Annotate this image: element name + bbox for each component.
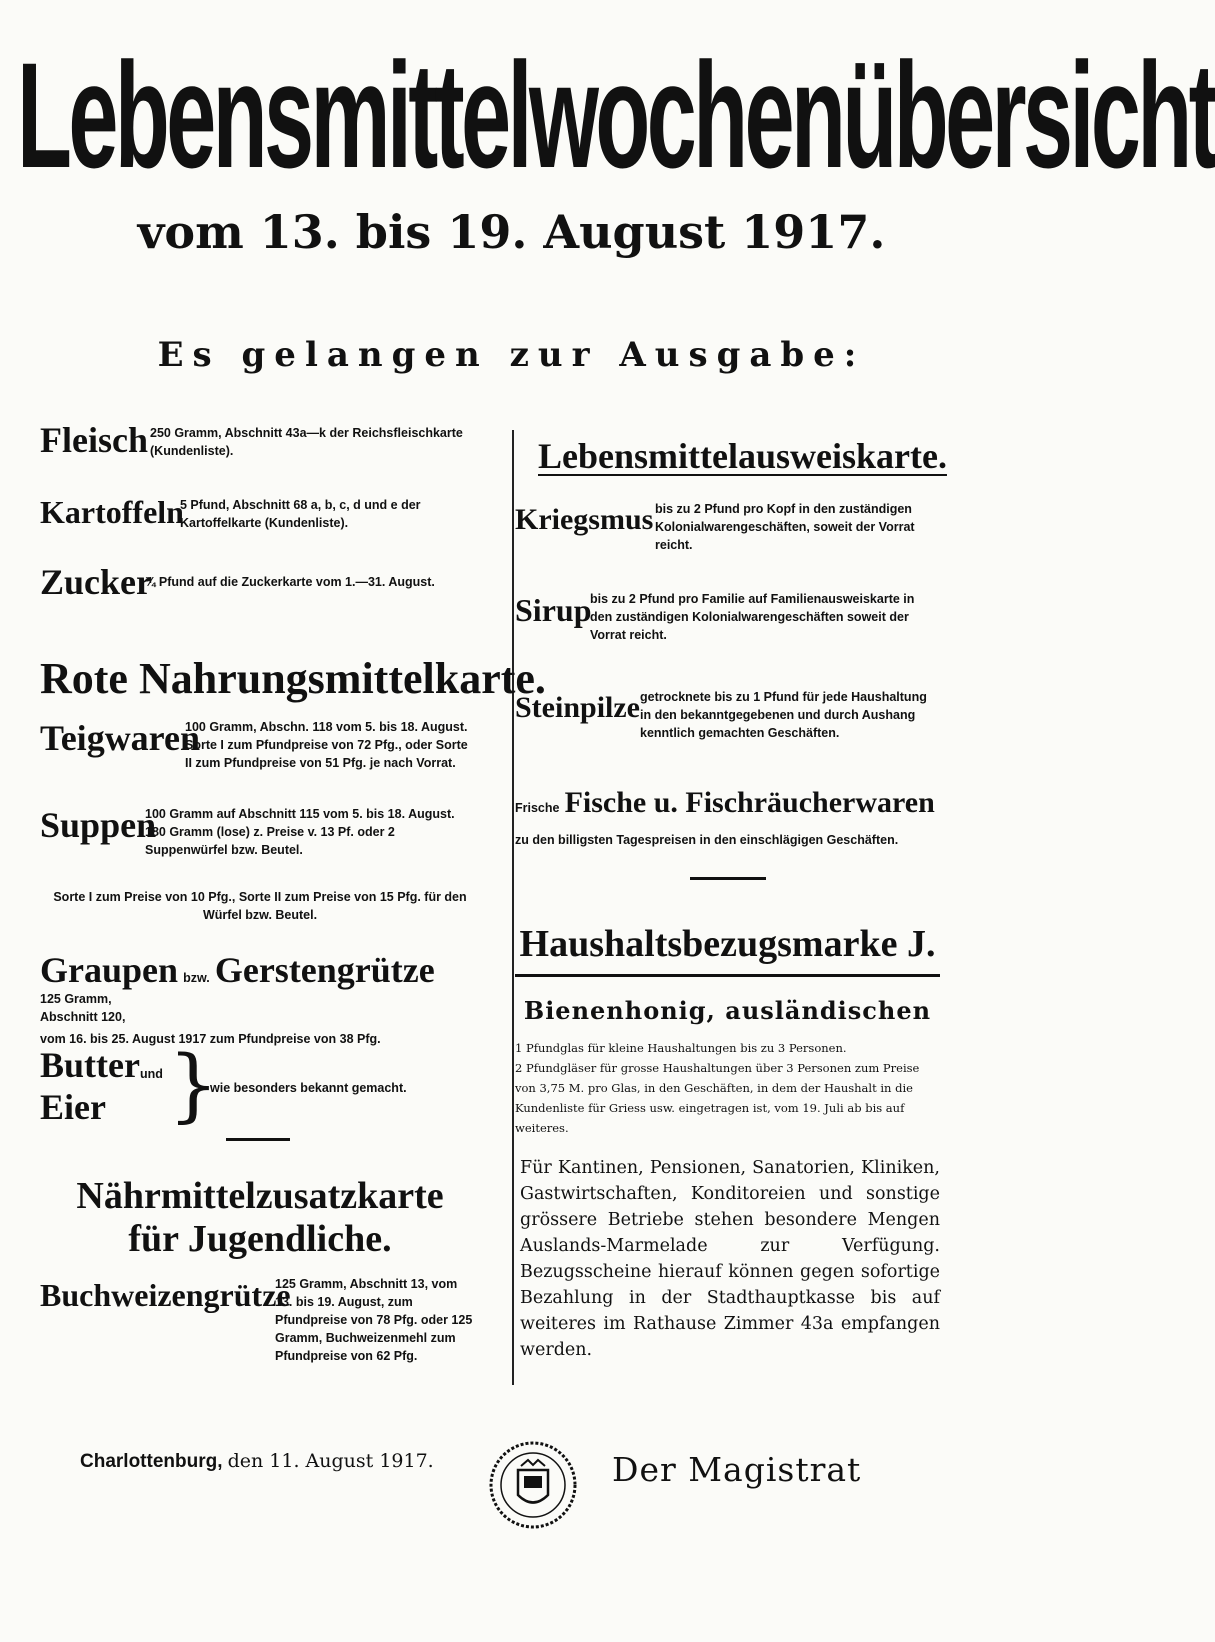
honig-title: Bienenhonig, ausländischen [523,996,932,1025]
item-text: 5 Pfund, Abschnitt 68 a, b, c, d und e der Kartoffelkarte (Kundenliste). [180,498,421,530]
item-name: Kartoffeln [40,494,184,530]
item-name: Butter [40,1045,140,1085]
item-name-2: Gerstengrütze [214,950,435,990]
item-text: bis zu 2 Pfund pro Kopf in den zuständigen Kolonialwarengeschäften, soweit der Vorrat reicht. [655,502,915,552]
item-name: Fleisch [40,420,148,460]
footer-date: den 11. August 1917. [227,1450,434,1472]
item-conj: und [140,1067,163,1081]
column-divider [512,430,514,1385]
item-fleisch [40,420,480,460]
item-name: Buchweizengrütze [40,1277,291,1313]
item-text: bis zu 2 Pfund pro Familie auf Familienausweiskarte in den zuständigen Kolonialwarengeschäften soweit der Vorrat reicht. [590,592,915,642]
brace: } [168,1038,219,1131]
page-title: Lebensmittelwochenübersicht [16,31,1215,199]
section-rule-2 [690,877,766,880]
kantinen-notice: Für Kantinen, Pensionen, Sanatorien, Kliniken, Gastwirtschaften, Konditoreien und sonstige grössere Betriebe stehen besondere Mengen Auslands-Marmelade zur Verfügung. Bezugsscheine hierauf können gegen sofortige Bezahlung in der Stadthauptkasse bis auf weiteres im Rathause Zimmer 43a empfangen werden. [520,1158,940,1360]
item-name: Suppen [40,805,157,845]
item-text: getrocknete bis zu 1 Pfund für jede Haushaltung in den bekanntgegebenen und durch Aushang kenntlich gemachten Geschäften. [640,690,927,740]
item-side: 125 Gramm, Abschnitt 120, [40,992,126,1024]
item-fische [515,783,940,849]
honig-list [515,1038,940,1138]
item-zucker [40,562,480,602]
item-text: 100 Gramm, Abschn. 118 vom 5. bis 18. August. Sorte I zum Pfundpreise von 72 Pfg., oder Sorte II zum Pfundpreise von 51 Pfg. je nach Vorrat. [185,720,468,770]
item-text: wie besonders bekannt gemacht. [210,1081,407,1095]
item-buchweizen [40,1275,480,1365]
section-title-marke: Haushaltsbezugsmarke J. [515,920,940,977]
city-seal-icon [488,1440,578,1530]
item-suppen [40,805,480,859]
item-name: Zucker [40,562,152,602]
item-teigwaren [40,718,480,772]
honig-line-1: 1 Pfundglas für kleine Haushaltungen bis zu 3 Personen. [515,1041,847,1055]
item-name: Teigwaren [40,718,201,758]
item-name: Sirup [515,592,592,628]
section-rule [226,1138,290,1141]
item-name: Steinpilze [515,691,640,724]
item-name: Graupen [40,950,179,990]
item-conj: bzw. [183,971,210,985]
item-text: vom 16. bis 25. August 1917 zum Pfundpreise von 38 Pfg. [40,1032,381,1046]
item-name: Kriegsmus [515,503,654,536]
suppen-prices: Sorte I zum Preise von 10 Pfg., Sorte II zum Preise von 15 Pfg. für den Würfel bzw. Beutel. [53,890,467,922]
honig-line-2: 2 Pfundgläser für grosse Haushaltungen über 3 Personen zum Preise von 3,75 M. pro Glas, in den Geschäften, in dem der Haushalt in die Kundenliste für Griess usw. eingetragen ist, vom 19. Juli ab bis auf weiteres. [515,1061,920,1135]
signature: Der Magistrat [612,1450,862,1489]
footer-place: Charlottenburg, [80,1451,223,1472]
item-text: 100 Gramm auf Abschnitt 115 vom 5. bis 18. August. 180 Gramm (lose) z. Preise v. 13 Pf. oder 2 Suppenwürfel bzw. Beutel. [145,807,455,857]
item-name: Fische u. Fischräucherwaren [564,786,935,819]
item-text: zu den billigsten Tagespreisen in den einschlägigen Geschäften. [515,833,899,847]
item-text: ¾ Pfund auf die Zuckerkarte vom 1.—31. August. [145,575,435,589]
item-kriegsmus [515,500,940,554]
item-pre: Frische [515,801,560,815]
headline [0,31,1215,199]
item-text: 250 Gramm, Abschnitt 43a—k der Reichsfleischkarte (Kundenliste). [150,426,463,458]
footer-place-date [80,1450,434,1473]
item-steinpilze [515,688,940,742]
item-kartoffeln [40,492,480,532]
item-graupen [40,950,480,1048]
item-sirup [515,590,940,644]
section-title-jugend-1: Nährmittelzusatzkarte [76,1175,444,1217]
section-title-ausweis: Lebensmittelausweiskarte. [538,436,947,476]
item-text-a: 125 Gramm, Abschnitt 13, vom 13. bis 19. August, zum Pfundpreise von 78 Pfg. oder 125 Gramm, Buchweizenmehl zum Pfundpreise von 62 Pfg. [275,1277,473,1363]
item-name-2: Eier [40,1087,106,1127]
date-range: vom 13. bis 19. August 1917. [137,205,886,259]
issue-heading: Es gelangen zur Ausgabe: [157,335,866,375]
section-title-jugend-2: für Jugendliche. [128,1218,392,1260]
section-title-rote: Rote Nahrungsmittelkarte. [40,654,546,703]
